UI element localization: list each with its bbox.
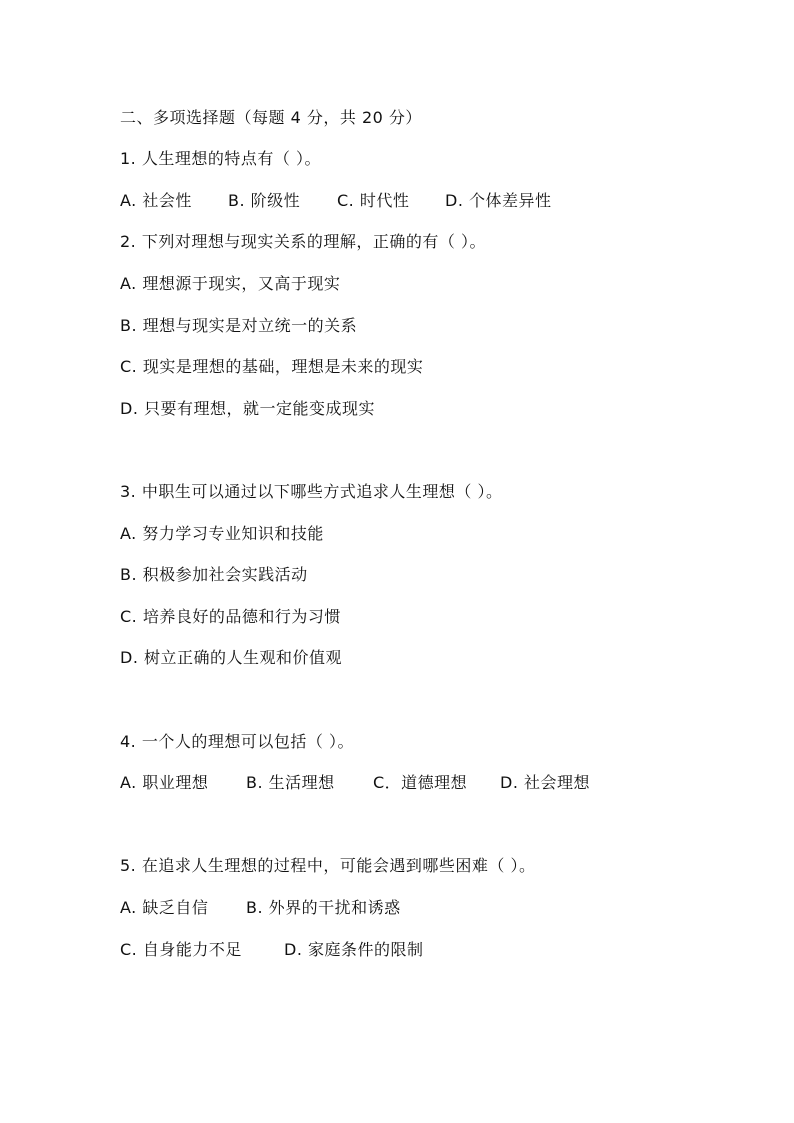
option-c: C. 时代性 bbox=[337, 191, 410, 210]
question-1-options bbox=[120, 191, 720, 211]
question-4-stem: 4. 一个人的理想可以包括（ ）。 bbox=[120, 732, 354, 751]
question-5-stem: 5. 在追求人生理想的过程中，可能会遇到哪些困难（ ）。 bbox=[120, 856, 536, 875]
option-b: B. 生活理想 bbox=[246, 773, 335, 792]
question-3-option-b: B. 积极参加社会实践活动 bbox=[120, 565, 308, 584]
section-title: 二、多项选择题（每题 4 分，共 20 分） bbox=[120, 108, 422, 127]
question-2-option-a: A. 理想源于现实，又高于现实 bbox=[120, 274, 341, 293]
option-b: B. 阶级性 bbox=[228, 191, 301, 210]
option-c: C．道德理想 bbox=[373, 773, 468, 792]
option-d: D. 家庭条件的限制 bbox=[284, 940, 424, 959]
question-3-option-a: A. 努力学习专业知识和技能 bbox=[120, 524, 324, 543]
question-2-stem: 2. 下列对理想与现实关系的理解，正确的有（ ）。 bbox=[120, 232, 486, 251]
option-c: C. 自身能力不足 bbox=[120, 940, 242, 959]
question-2-option-c: C. 现实是理想的基础，理想是未来的现实 bbox=[120, 357, 424, 376]
option-a: A. 缺乏自信 bbox=[120, 898, 209, 917]
question-3-stem: 3. 中职生可以通过以下哪些方式追求人生理想（ ）。 bbox=[120, 482, 503, 501]
question-4-options bbox=[120, 773, 720, 793]
question-5-options-row-2 bbox=[120, 940, 720, 960]
question-2-option-b: B. 理想与现实是对立统一的关系 bbox=[120, 316, 358, 335]
option-b: B. 外界的干扰和诱惑 bbox=[246, 898, 401, 917]
option-a: A. 职业理想 bbox=[120, 773, 209, 792]
option-a: A. 社会性 bbox=[120, 191, 192, 210]
question-3-option-c: C. 培养良好的品德和行为习惯 bbox=[120, 607, 341, 626]
question-2-option-d: D. 只要有理想，就一定能变成现实 bbox=[120, 399, 375, 418]
option-d: D. 个体差异性 bbox=[445, 191, 552, 210]
question-1-stem: 1. 人生理想的特点有（ ）。 bbox=[120, 149, 321, 168]
question-3-option-d: D. 树立正确的人生观和价值观 bbox=[120, 648, 342, 667]
question-5-options-row-1 bbox=[120, 898, 720, 918]
option-d: D. 社会理想 bbox=[500, 773, 590, 792]
